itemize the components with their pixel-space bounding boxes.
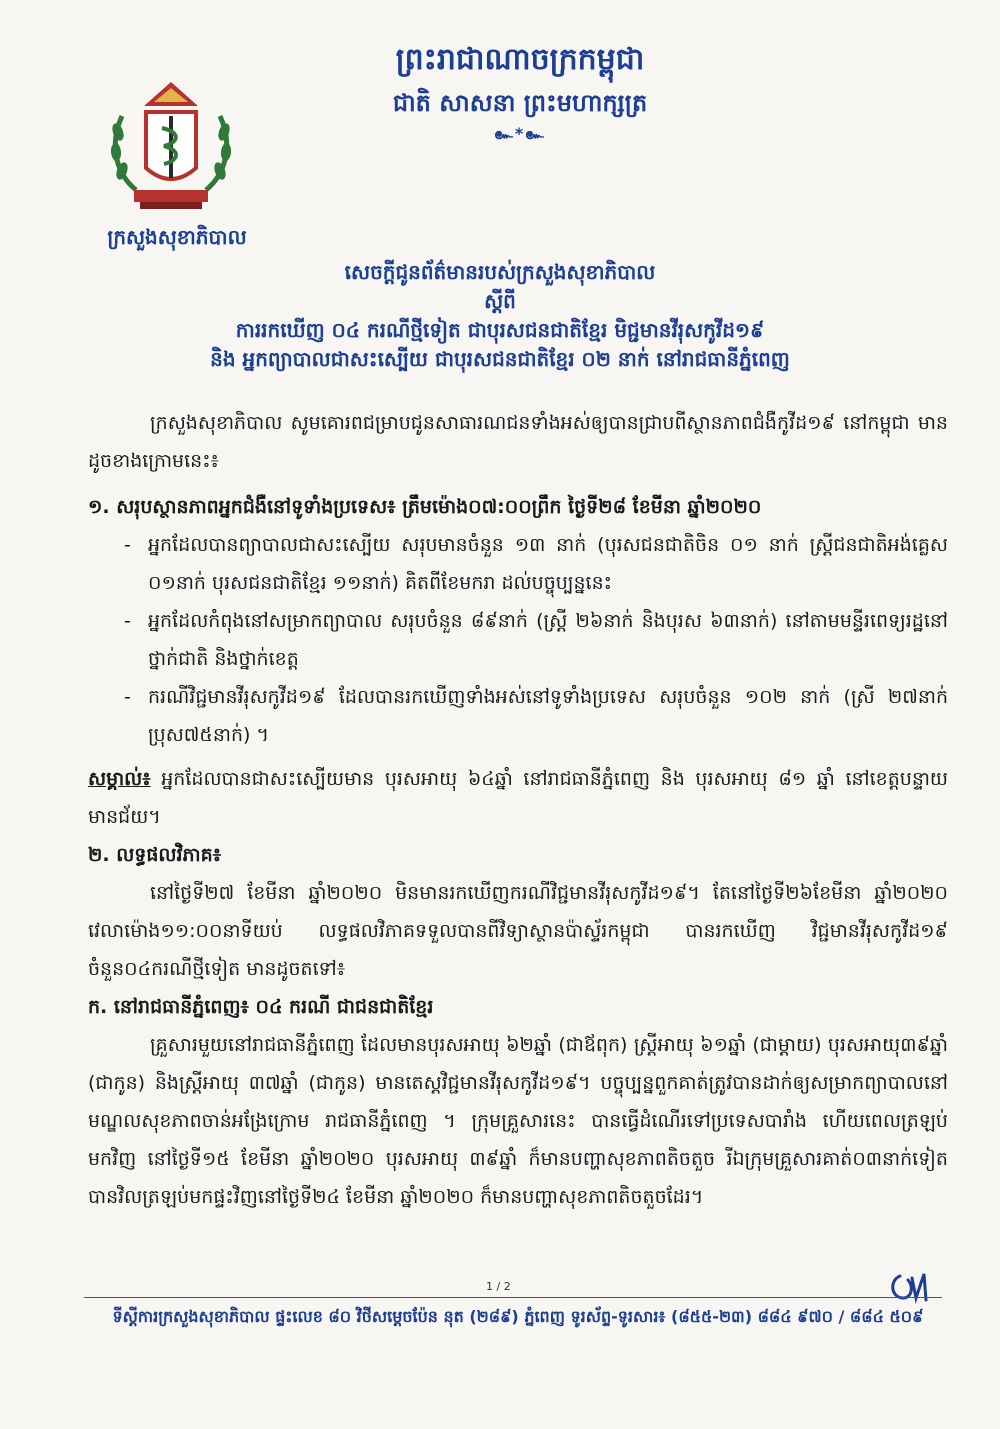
- national-motto: ជាតិ សាសនា ព្រះមហាក្សត្រ: [392, 89, 648, 117]
- kingdom-name: ព្រះរាជាណាចក្រកម្ពុជា: [395, 42, 645, 77]
- handwritten-initials: [886, 1266, 936, 1306]
- document-body: [88, 404, 948, 1216]
- document-title: [130, 258, 870, 374]
- section-1-heading: ១. សរុបស្ថានភាពអ្នកជំងឺនៅទូទាំងប្រទេស៖ ត្រឹមម៉ោង០៧:០០ព្រឹក ថ្ងៃទី២៨ ខែមីនា ឆ្នាំ២០២០: [88, 496, 762, 518]
- list-item-text: អ្នកដែលបានព្យាបាលជាសះស្បើយ សរុបមានចំនួន ១៣ នាក់ (បុរសជនជាតិចិន ០១ នាក់ ស្ត្រីជនជាតិអង់គ្លេស ០១នាក់ បុរសជនជាតិខ្មែរ ១១នាក់) គិតពីខែមករា ដល់បច្ចុប្បន្ននេះ: [148, 534, 948, 594]
- subsection-a-heading: ក. នៅរាជធានីភ្នំពេញ៖ ០៤ ករណី ជាជនជាតិខ្មែរ: [88, 996, 434, 1018]
- title-line-2: ស្ដីពី: [484, 289, 516, 313]
- list-item: - អ្នកដែលកំពុងនៅសម្រាកព្យាបាល សរុបចំនួន ៨៩នាក់ (ស្ត្រី ២៦នាក់ និងបុរស ៦៣នាក់) នៅតាមមន្ទីរពេទ្យរដ្ឋនៅថ្នាក់ជាតិ និងថ្នាក់ខេត្ត: [124, 610, 948, 670]
- ornament: ๛*๛: [494, 124, 546, 143]
- footer-address: ទីស្ដីការក្រសួងសុខាភិបាល ផ្ទះលេខ ៨០ វិថីសម្ដេចប៉ែន នុត (២៨៩) ភ្នំពេញ ទូរស័ព្ទ-ទូរសារ៖ (៨៥៥-២៣) ៨៨៤ ៩៧០ / ៨៨៤ ៥០៩: [112, 1307, 924, 1326]
- note-text: អ្នកដែលបានជាសះស្បើយមាន បុរសអាយុ ៦៤ឆ្នាំ នៅរាជធានីភ្នំពេញ និង បុរសអាយុ ៨១ ឆ្នាំ នៅខេត្តបន្ទាយមានជ័យ។: [88, 768, 948, 828]
- title-line-4: និង អ្នកព្យាបាលជាសះស្បើយ ជាបុរសជនជាតិខ្មែរ ០២ នាក់ នៅរាជធានីភ្នំពេញ: [210, 347, 790, 371]
- section-2-heading: ២. លទ្ធផលវិភាគ៖: [88, 844, 222, 866]
- title-line-1: សេចក្ដីជូនព័ត៌មានរបស់ក្រសួងសុខាភិបាល: [344, 260, 656, 284]
- subsection-a-paragraph: គ្រួសារមួយនៅរាជធានីភ្នំពេញ ដែលមានបុរសអាយុ ៦២ឆ្នាំ (ជាឪពុក) ស្ត្រីអាយុ ៦១ឆ្នាំ (ជាម្ដាយ) បុរសអាយុ៣៩ឆ្នាំ (ជាកូន) និងស្ត្រីអាយុ ៣៧ឆ្នាំ (ជាកូន) មានតេស្តវិជ្ជមានវីរុសកូវីដ១៩។ បច្ចុប្បន្នពួកគាត់ត្រូវបានដាក់ឲ្យសម្រាកព្យាបាលនៅមណ្ឌលសុខភាពចាន់អង្រែក្រោម រាជធានីភ្នំពេញ ។ ក្រុមគ្រួសារនេះ បានធ្វើដំណើរទៅប្រទេសបារាំង ហើយពេលត្រឡប់មកវិញ នៅថ្ងៃទី១៥ ខែមីនា ឆ្នាំ២០២០ បុរសអាយុ ៣៩ឆ្នាំ ក៏មានបញ្ហាសុខភាពតិចតួច រីឯក្រុមគ្រួសារគាត់០៣នាក់ទៀត បានវិលត្រឡប់មកផ្ទះវិញនៅថ្ងៃទី២៤ ខែមីនា ឆ្នាំ២០២០ ក៏មានបញ្ហាសុខភាពតិចតួចដែរ។: [88, 1034, 948, 1208]
- section-1-list: [88, 526, 948, 754]
- note-paragraph: [88, 760, 948, 836]
- footer-divider: [84, 1297, 942, 1298]
- kingdom-header: [330, 38, 710, 146]
- list-item-text: ករណីវិជ្ជមានវីរុសកូវីដ១៩ ដែលបានរកឃើញទាំងអស់នៅទូទាំងប្រទេស សរុបចំនួន ១០២ នាក់ (ស្រី ២៧នាក់ ប្រុស៧៥នាក់) ។: [148, 686, 948, 746]
- note-label: សម្គាល់៖: [88, 768, 151, 790]
- page-number: 1 / 2: [486, 1280, 511, 1293]
- list-item-text: អ្នកដែលកំពុងនៅសម្រាកព្យាបាល សរុបចំនួន ៨៩នាក់ (ស្ត្រី ២៦នាក់ និងបុរស ៦៣នាក់) នៅតាមមន្ទីរពេទ្យរដ្ឋនៅថ្នាក់ជាតិ និងថ្នាក់ខេត្ត: [148, 610, 948, 670]
- section-2-paragraph: នៅថ្ងៃទី២៧ ខែមីនា ឆ្នាំ២០២០ មិនមានរកឃើញករណីវិជ្ជមានវីរុសកូវីដ១៩។ តែនៅថ្ងៃទី២៦ខែមីនា ឆ្នាំ២០២០ វេលាម៉ោង១១:០០នាទីយប់ លទ្ធផលវិភាគទទួលបានពីវិទ្យាស្ថានប៉ាស្ទ័រកម្ពុជា បានរកឃើញ វិជ្ជមានវីរុសកូវីដ១៩ ចំនួន០៤ករណីថ្មីទៀត មានដូចតទៅ៖: [88, 882, 948, 980]
- list-item: - ករណីវិជ្ជមានវីរុសកូវីដ១៩ ដែលបានរកឃើញទាំងអស់នៅទូទាំងប្រទេស សរុបចំនួន ១០២ នាក់ (ស្រី ២៧នាក់ ប្រុស៧៥នាក់) ។: [124, 686, 948, 746]
- list-item: - អ្នកដែលបានព្យាបាលជាសះស្បើយ សរុបមានចំនួន ១៣ នាក់ (បុរសជនជាតិចិន ០១ នាក់ ស្ត្រីជនជាតិអង់គ្លេស ០១នាក់ បុរសជនជាតិខ្មែរ ១១នាក់) គិតពីខែមករា ដល់បច្ចុប្បន្ននេះ: [124, 534, 948, 594]
- ministry-label: ក្រសួងសុខាភិបាល: [107, 225, 247, 249]
- intro-paragraph: ក្រសួងសុខាភិបាល សូមគោរពជម្រាបជូនសាធារណជនទាំងអស់ឲ្យបានជ្រាបពីស្ថានភាពជំងឺកូវីដ១៩ នៅកម្ពុជា មានដូចខាងក្រោមនេះ៖: [88, 412, 948, 472]
- ministry-seal-logo: [96, 72, 246, 222]
- title-line-3: ការរកឃើញ ០៤ ករណីថ្មីទៀត ជាបុរសជនជាតិខ្មែរ មិជ្ជមានវីរុសកូវីដ១៩: [235, 318, 765, 342]
